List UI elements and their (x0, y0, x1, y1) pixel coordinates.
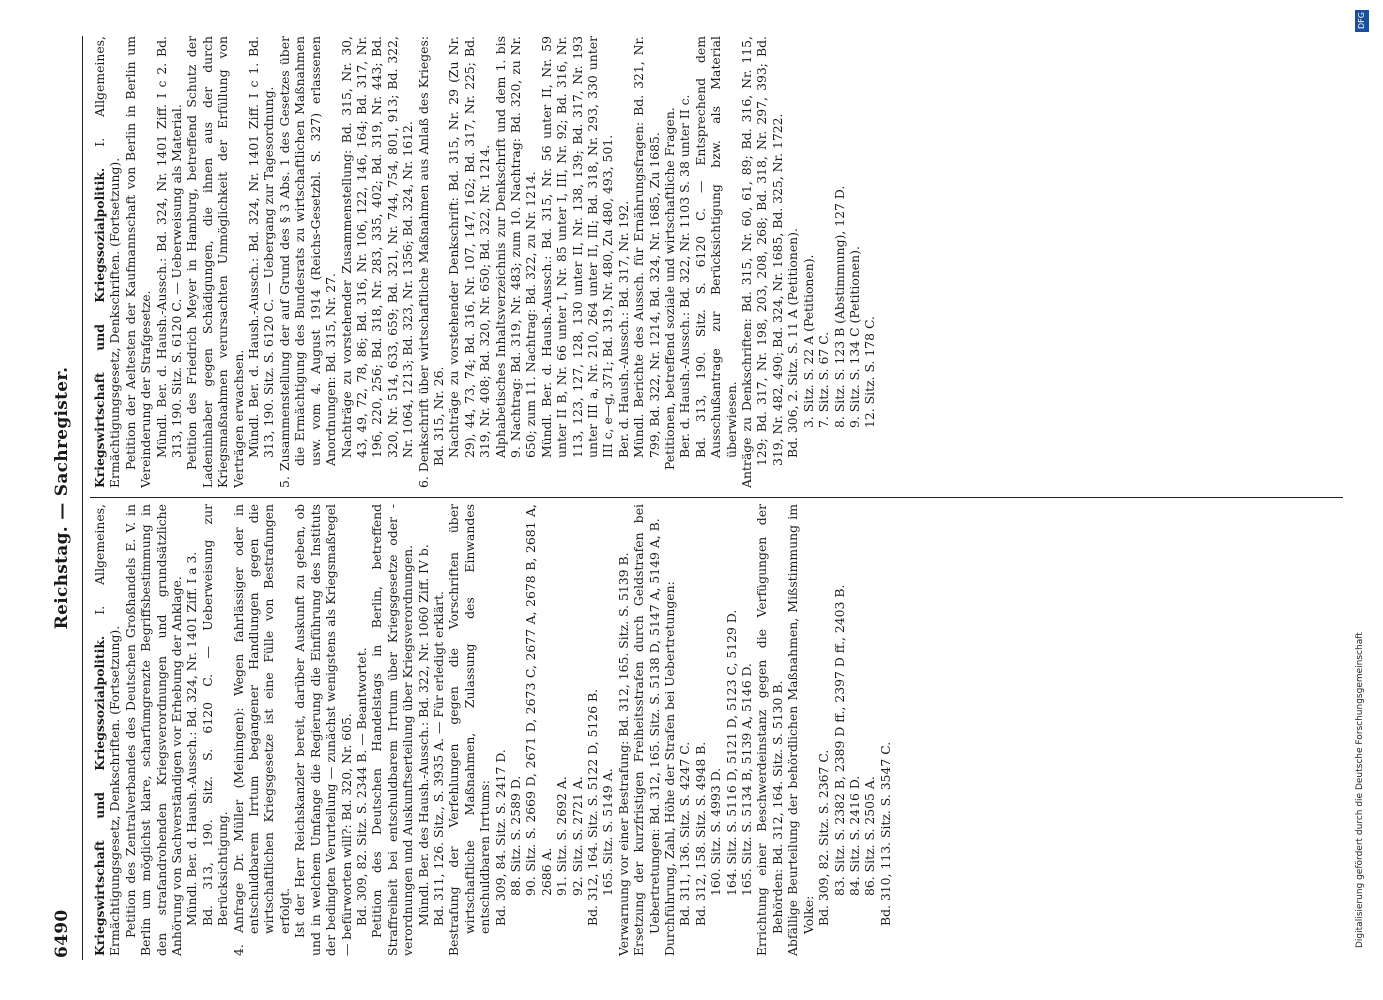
entry-text: Bd. 313, 190. Sitz. S. 6120 C. — Ueberweisung zur Berücksichtigung. (199, 504, 231, 926)
dfg-credit-text: Digitalisierung gefördert durch die Deutsche Forschungsgemeinschaft (1355, 632, 1365, 948)
entry-text: Mündl. Ber. d. Haush.-Aussch.: Bd. 324, Nr. 1401 Ziff. I c 1. Bd. 313, 190. Sitz. S. 6120 C. — Uebergang zur Tagesordnung. (246, 36, 277, 458)
dfg-credit (1355, 10, 1369, 950)
entry-text: Abfällige Beurteilung der behördlichen Maßnahmen, Mißstimmung im Volke: (785, 504, 816, 956)
entry-text: Mündl. Berichte des Aussch. für Ernährungsfragen: Bd. 321, Nr. 799, Bd. 322, Nr. 1214, Bd. 324, Nr. 1685, Zu 1685. (631, 36, 662, 458)
entry-text: Petition des Zentralverbandes des Deutschen Großhandels E. V. in Berlin um möglichst klare, scharfumgrenzte Begriffsbestimmung in den strafandrohenden Kriegsverordnungen und grundsätzliche Anhörung von Sachverständigen vor Erhebung der Anklage. (122, 504, 185, 956)
entry-text: Mündl. Ber. d. Haush.-Aussch.: Bd. 315, Nr. 56 unter II, Nr. 59 unter II B, Nr. 66 unter I, Nr. 85 unter I, III, Nr. 92; Bd. 316, Nr. 113, 123, 127, 128, 130 unter II, Nr. 138, 139; Bd. 317, Nr. 193 unter III a, Nr. 210, 264 unter II, III; Bd. 318, Nr. 293, 330 unter III c, e—g, 371; Bd. 319, Nr. 480, Zu 480, 493, 501. (538, 36, 616, 458)
entry-text: Bd. 310, 113. Sitz. S. 3547 C. (877, 741, 893, 926)
running-head (52, 38, 80, 958)
entry-text: 86. Sitz. S. 2505 A. (862, 776, 878, 896)
entry-text: 92. Sitz. S. 2721 A. (569, 776, 585, 896)
entry-text: 5. Zusammenstellung der auf Grund des § 3 Abs. 1 des Gesetzes über die Ermächtigung des Bundesrats zu wirtschaftlichen Maßnahmen usw. vom 4. August 1914 (Reichs-Gesetzbl. S. 327) erlassenen Anordnungen: Bd. 315, Nr. 27. (276, 36, 339, 488)
entry-text: Ber. d. Haush.-Aussch.: Bd. 322, Nr. 1103 S. 38 unter II c. (677, 94, 693, 458)
column-divider (90, 497, 1343, 498)
entry-text: Ist der Herr Reichskanzler bereit, darüber Auskunft zu geben, ob und in welchem Umfange die Regierung die Einführung des Instituts der bedingten Verurteilung — zunächst wenigstens als Kriegsmaßregel — befürworten will?: Bd. 320, Nr. 605. (292, 504, 354, 956)
entry-text: Bd. 312, 158. Sitz. S. 4948 B. (692, 741, 708, 926)
entry-text: 165. Sitz. S. 5134 B, 5139 A, 5146 D. (739, 663, 755, 896)
entry-text: Durchführung, Zahl, Höhe der Strafen bei Uebertretungen: (662, 581, 678, 956)
entry-text: 91. Sitz. S. 2692 A. (554, 776, 570, 896)
left-heading-bold: Kriegswirtschaft und Kriegssozialpolitik. (92, 635, 107, 956)
entry-text: Errichtung einer Beschwerdeinstanz gegen die Verfügungen der Behörden: Bd. 312, 164. Sitz. S. 5130 B. (754, 504, 785, 956)
left-heading (92, 504, 123, 956)
entry-text: Verwarnung vor einer Bestrafung: Bd. 312, 165. Sitz. S. 5139 B. (615, 552, 631, 956)
entry-text: 8. Sitz. S. 123 B (Abstimmung), 127 D. (831, 185, 847, 428)
entry-text: Anträge zu Denkschriften: Bd. 315, Nr. 60, 61, 89; Bd. 316, Nr. 115, 129; Bd. 317, Nr. 198, 203, 208, 268; Bd. 318, Nr. 297, 393; Bd. 319, Nr. 482, 490; Bd. 324, Nr. 1685, Bd. 325, Nr. 1722. (739, 36, 785, 488)
entry-text: Nachträge zu vorstehender Denkschrift: Bd. 315, Nr. 29 (Zu Nr. 29), 44, 73, 74; Bd. 316, Nr. 107, 147, 162; Bd. 317, Nr. 225; Bd. 319, Nr. 408; Bd. 320, Nr. 650; Bd. 322, Nr. 1214. (446, 36, 493, 458)
entry-text: Mündl. Ber. d. Haush.-Aussch.: Bd. 324, Nr. 1401 Ziff. I c 2. Bd. 313, 190. Sitz. S. 6120 C. — Ueberweisung als Material. (153, 36, 185, 458)
entry-text: Alphabetisches Inhaltsverzeichnis zur Denkschrift und dem 1. bis 9. Nachtrag: Bd. 319, Nr. 483; zum 10. Nachtrag: Bd. 320, zu Nr. 650; zum 11. Nachtrag: Bd. 322, zu Nr. 1214. (492, 36, 539, 458)
left-column (92, 504, 893, 956)
dfg-logo: DFG (1355, 10, 1369, 32)
entry-text: 88. Sitz. S. 2589 D. (507, 775, 523, 896)
entry-text: 4. Anfrage Dr. Müller (Meiningen): Wegen fahrlässiger oder in entschuldbarem Irrtum begangener Handlungen gegen die wirtschaftlichen Kriegsgesetze ist eine Fülle von Bestrafungen erfolgt. (230, 504, 292, 956)
entry-text: Bd. 313, 190. Sitz. S. 6120 C. — Entsprechend dem Ausschußantrage zur Berücksichtigung bzw. als Material überwiesen. (692, 36, 739, 458)
entry-text: 3. Sitz. S. 22 A (Petitionen). (800, 254, 816, 428)
entry-text: Petitionen, betreffend soziale und wirtschaftliche Fragen. (662, 107, 678, 470)
entry-text: Bd. 312, 164. Sitz. S. 5122 D, 5126 B. (585, 688, 600, 926)
entry-text: 83. Sitz. S. 2382 B, 2389 D ff., 2397 D ff., 2403 B. (831, 584, 847, 896)
entry-text: Petition des Deutschen Handelstags in Berlin, betreffend Straffreiheit bei entschuldbarem Irrtum über Kriegsgesetze oder -verordnungen und Auskunftserteilung über Kriegsverordnungen. (369, 504, 416, 956)
entry-text: 9. Sitz. S. 134 C (Petitionen). (846, 246, 862, 428)
right-heading (92, 36, 123, 488)
entry-text: Bd. 306, 2. Sitz. S. 11 A (Petitionen). (785, 228, 801, 458)
right-heading-rest: I. Allgemeines, Ermächtigungsgesetz, Denkschriften. (Fortsetzung). (92, 36, 123, 488)
entry-text: 90. Sitz. S. 2669 D, 2671 D, 2673 C, 2677 A, 2678 B, 2681 A, 2686 A. (523, 504, 554, 896)
entry-text: Ber. d. Haush.-Aussch.: Bd. 317, Nr. 192. (615, 200, 631, 458)
entry-text: 12. Sitz. S. 178 C. (862, 316, 878, 428)
right-heading-bold: Kriegswirtschaft und Kriegssozialpolitik. (92, 167, 107, 488)
entry-text: 165. Sitz. S. 5149 A. (600, 768, 616, 896)
entry-text: Nachträge zu vorstehender Zusammenstellung: Bd. 315, Nr. 30, 43, 49, 72, 78, 86; Bd. 316, Nr. 106, 122, 146, 164; Bd. 317, Nr. 196, 220, 256; Bd. 318, Nr. 283, 335, 402; Bd. 319, Nr. 443; Bd. 320, Nr. 514, 633, 659; Bd. 321, Nr. 744, 754, 801, 913; Bd. 322, Nr. 1064, 1213; Bd. 323, Nr. 1356; Bd. 324, Nr. 1612. (338, 36, 416, 458)
page-number: 6490 (52, 909, 72, 958)
entry-text: Bd. 311, 136. Sitz. S. 4247 C. (677, 741, 693, 926)
entry-text: 164. Sitz. S. 5116 D, 5121 D, 5123 C, 5129 D. (723, 609, 739, 896)
entry-text: Bestrafung der Verfehlungen gegen die Vorschriften über wirtschaftliche Maßnahmen, Zulassung des Einwandes entschuldbaren Irrtums: (446, 504, 493, 956)
entry-text: Mündl. Ber. d. Haush.-Aussch.: Bd. 324, Nr. 1401 Ziff. I a 3. (184, 551, 200, 926)
entry-text: Petition des Friedrich Meyer in Hamburg, betreffend Schutz der Ladeninhaber gegen Schädigungen, die ihnen aus der durch Kriegsmaßnahmen verursachten Unmöglichkeit der Erfüllung von Verträgen erwachsen. (184, 36, 246, 488)
running-title: Reichstag. — Sachregister. (52, 366, 72, 630)
header-rule (82, 36, 83, 960)
entry-text: Bd. 309, 82. Sitz. S. 2367 C. (816, 749, 832, 926)
entry-text: 7. Sitz. S. 67 C. (816, 331, 832, 428)
left-heading-rest: I. Allgemeines, Ermächtigungsgesetz, Denkschriften. (Fortsetzung). (92, 504, 123, 956)
entry-text: 84. Sitz. S. 2416 D. (846, 775, 862, 896)
entry-text: Ersetzung der kurzfristigen Freiheitsstrafen durch Geldstrafen bei Uebertretungen: Bd. 312, 165. Sitz. S. 5138 D, 5147 A, 5149 A, B. (631, 504, 662, 956)
right-column (92, 36, 878, 488)
entry-text: Mündl. Ber. des Haush.-Aussch.: Bd. 322, Nr. 1060 Ziff. IV b. (415, 544, 431, 926)
entry-text: Bd. 309, 82. Sitz. S. 2344 B. — Beantwortet. (353, 647, 369, 926)
entry-text: Petition der Aeltesten der Kaufmannschaft von Berlin in Berlin um Vereinderung der Strafgesetze. (122, 36, 154, 488)
entry-text: 160. Sitz. S. 4993 D. (708, 767, 724, 896)
entry-text: Bd. 311, 126. Sitz., S. 3935 A. — Für erledigt erklärt. (430, 591, 446, 926)
entry-text: Bd. 309, 84. Sitz. S. 2417 D. (492, 749, 508, 926)
entry-text: 6. Denkschrift über wirtschaftliche Maßnahmen aus Anlaß des Krieges: Bd. 315, Nr. 26. (415, 36, 446, 488)
